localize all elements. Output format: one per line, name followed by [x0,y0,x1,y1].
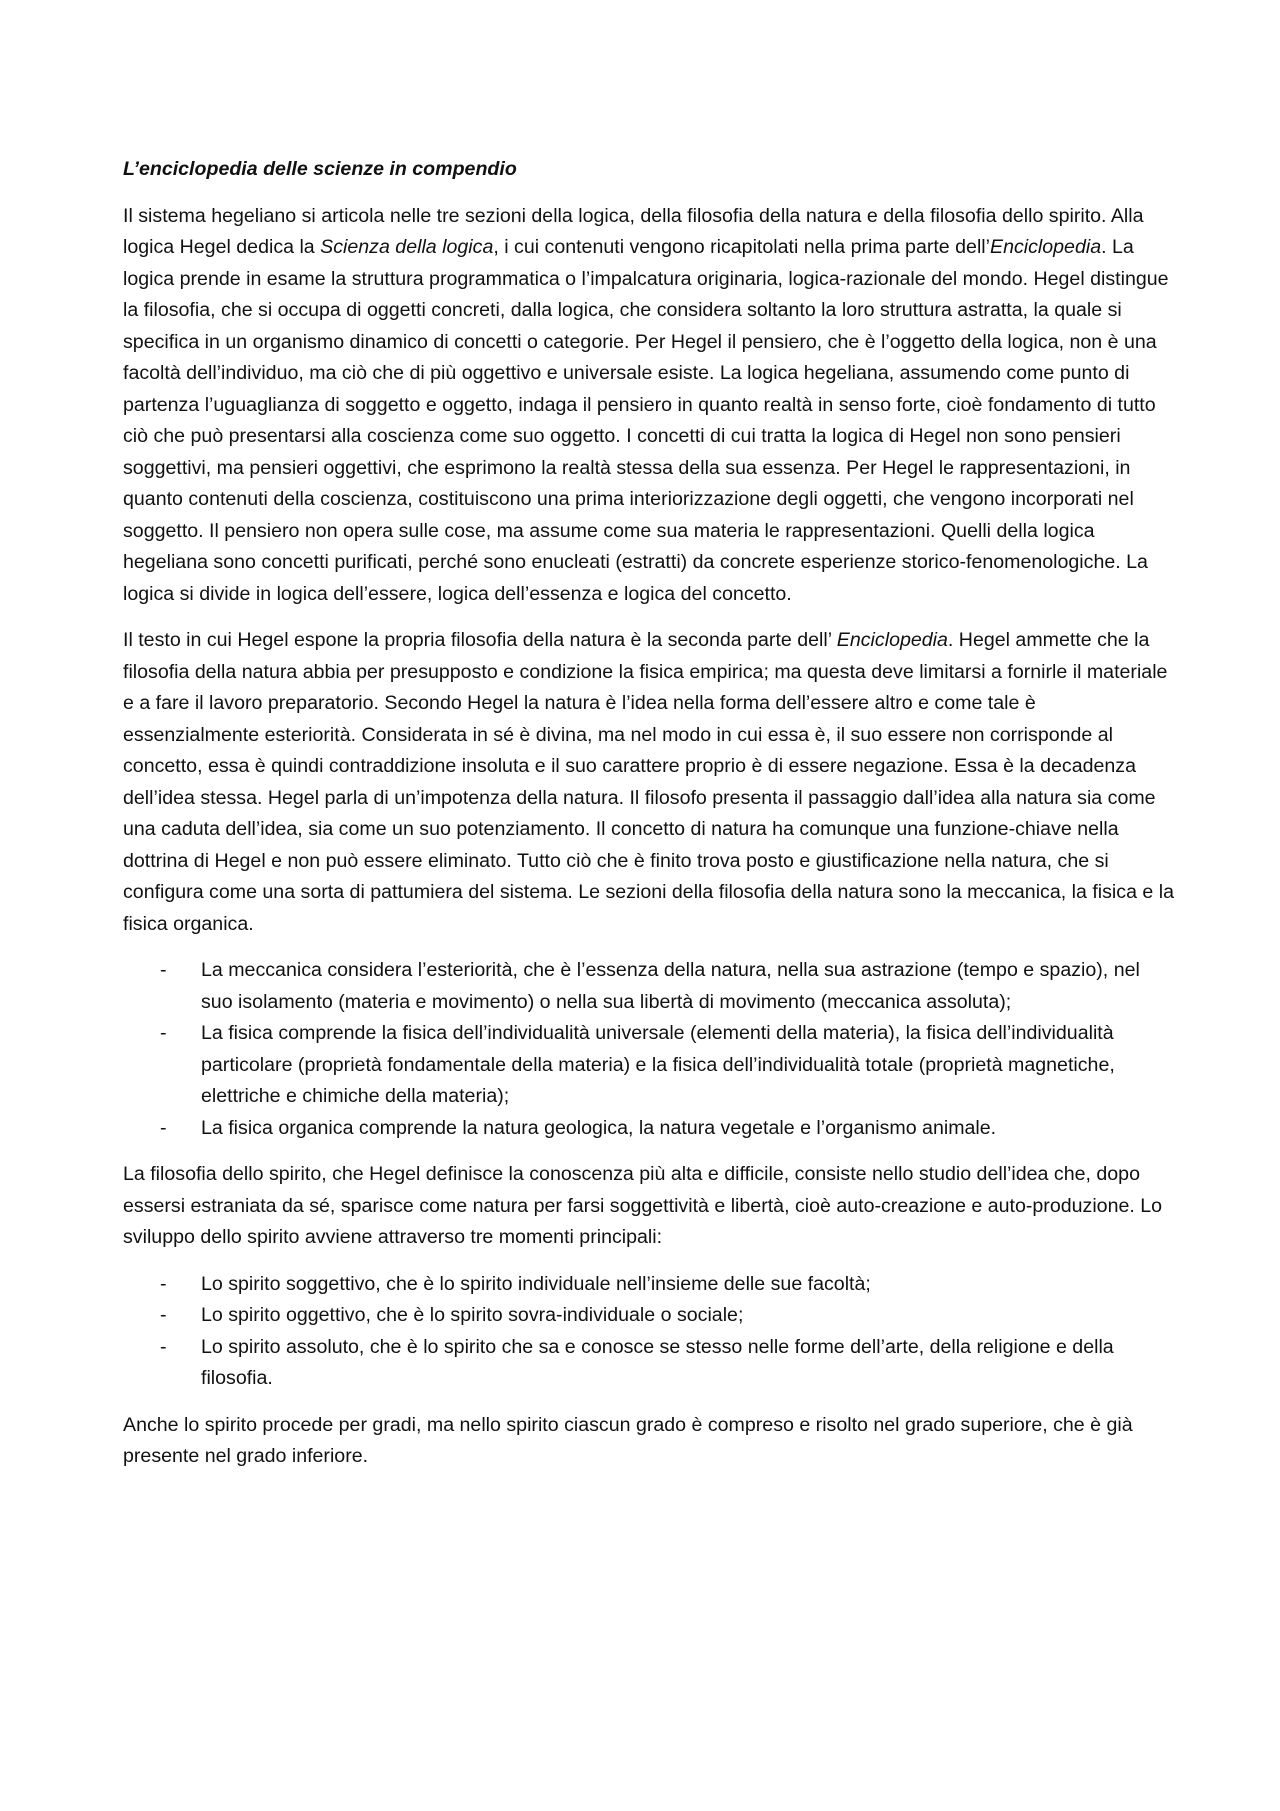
dash-bullet: - [160,1304,167,1326]
text-run: . La logica prende in esame la struttura programmatica o l’impalcatura originaria, logica-razionale del mondo. Hegel distingue la filosofia, che si occupa di oggetti concreti, dalla logica, che considera soltanto la loro struttura astratta, la quale si specifica in un organismo dinamico di concetti o categorie. Per Hegel il pensiero, che è l’oggetto della logica, non è una facoltà dell’individuo, ma ciò che di più oggettivo e universale esiste. La logica hegeliana, assumendo come punto di partenza l’uguaglianza di soggetto e oggetto, indaga il pensiero in quanto realtà in senso forte, cioè fondamento di tutto ciò che può presentarsi alla coscienza come suo oggetto. I concetti di cui tratta la logica di Hegel non sono pensieri soggettivi, ma pensieri oggettivi, che esprimono la realtà stessa della sua essenza. Per Hegel le rappresentazioni, in quanto contenuti della coscienza, costituiscono una prima interiorizzazione degli oggetti, che vengono incorporati nel soggetto. Il pensiero non opera sulle cose, ma assume come sua materia le rappresentazioni. Quelli della logica hegeliana sono concetti purificati, perché sono enucleati (estratti) da concrete esperienze storico-fenomenologiche. La logica si divide in logica dell’essere, logica dell’essenza e logica del concetto. [123,236,1169,605]
list-item [160,1113,1175,1145]
text-run: , i cui contenuti vengono ricapitolati nella prima parte dell’ [493,236,990,258]
book-title: Enciclopedia [836,629,948,651]
list-item-text: Lo spirito oggettivo, che è lo spirito sovra-individuale o sociale; [201,1304,744,1326]
paragraph-logica [123,201,1175,611]
book-title: Scienza della logica [320,236,494,258]
dash-bullet: - [160,1116,167,1139]
list-item [160,955,1175,1018]
paragraph-conclusione: Anche lo spirito procede per gradi, ma nello spirito ciascun grado è compreso e risolto nel grado superiore, che è già presente nel grado inferiore. [123,1413,1133,1467]
document-title: L’enciclopedia delle scienze in compendio [123,158,517,180]
list-item-text: Lo spirito assoluto, che è lo spirito che sa e conosce se stesso nelle forme dell’arte, della religione e della filosofia. [201,1335,1114,1389]
list-spirito-moments [123,1269,1175,1395]
list-item [160,1300,1175,1332]
text-run: Il sistema hegeliano si articola nelle tre sezioni della logica, della filosofia della natura e della filosofia dello spirito. Alla logica Hegel dedica la [123,204,1144,258]
text-run: . Hegel ammette che la filosofia della natura abbia per presupposto e condizione la fisica empirica; ma questa deve limitarsi a fornirle il materiale e a fare il lavoro preparatorio. Secondo Hegel la natura è l’idea nella forma dell’essere altro e come tale è essenzialmente esteriorità. Considerata in sé è divina, ma nel modo in cui essa è, il suo essere non corrisponde al concetto, essa è quindi contraddizione insoluta e il suo carattere proprio è di essere negazione. Essa è la decadenza dell’idea stessa. Hegel parla di un’impotenza della natura. Il filosofo presenta il passaggio dall’idea alla natura sia come una caduta dell’idea, sia come un suo potenziamento. Il concetto di natura ha comunque una funzione-chiave nella dottrina di Hegel e non può essere eliminato. Tutto ciò che è finito trova posto e giustificazione nella natura, che si configura come una sorta di pattumiera del sistema. Le sezioni della filosofia della natura sono la meccanica, la fisica e la fisica organica. [123,629,1175,935]
book-title: Enciclopedia [990,236,1102,258]
dash-bullet: - [160,1272,167,1295]
text-run: Il testo in cui Hegel espone la propria filosofia della natura è la seconda parte dell’ [123,629,837,651]
list-item-text: Lo spirito soggettivo, che è lo spirito individuale nell’insieme delle sue facoltà; [201,1272,871,1295]
document-page [123,154,1175,1488]
list-item [160,1269,1175,1301]
paragraph-spirito: La filosofia dello spirito, che Hegel definisce la conoscenza più alta e difficile, consiste nello studio dell’idea che, dopo essersi estraniata da sé, sparisce come natura per farsi soggettività e libertà, cioè auto-creazione e auto-produzione. Lo sviluppo dello spirito avviene attraverso tre momenti principali: [123,1163,1163,1248]
dash-bullet: - [160,959,167,981]
list-item-text: La meccanica considera l’esteriorità, che è l’essenza della natura, nella sua astrazione (tempo e spazio), nel suo isolamento (materia e movimento) o nella sua libertà di movimento (meccanica assoluta); [201,959,1140,1013]
dash-bullet: - [160,1335,167,1358]
list-natura-sections [123,955,1175,1144]
paragraph-natura [123,625,1175,940]
list-item-text: La fisica organica comprende la natura geologica, la natura vegetale e l’organismo animale. [201,1116,997,1139]
dash-bullet: - [160,1022,167,1044]
list-item-text: La fisica comprende la fisica dell’individualità universale (elementi della materia), la fisica dell’individualità particolare (proprietà fondamentale della materia) e la fisica dell’individualità totale (proprietà magnetiche, elettriche e chimiche della materia); [201,1022,1115,1107]
list-item [160,1332,1175,1395]
list-item [160,1018,1175,1113]
